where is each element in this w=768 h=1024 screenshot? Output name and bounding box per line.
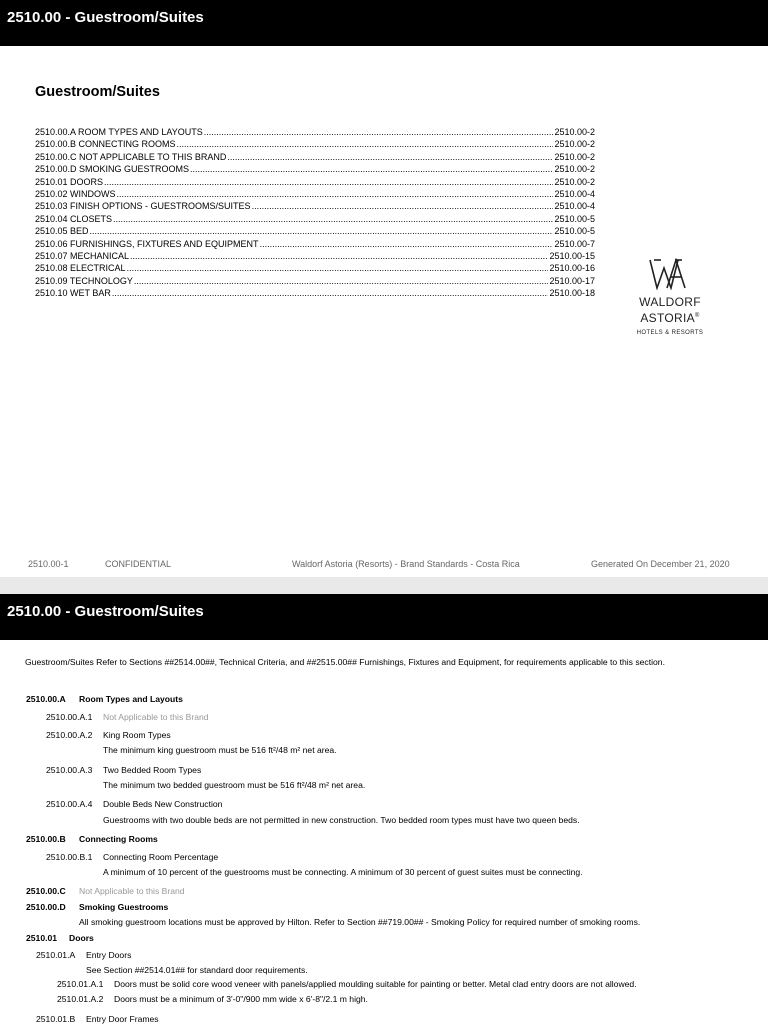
section-number: 2510.00.A: [26, 694, 66, 704]
page-title: Guestroom/Suites: [35, 84, 160, 100]
item-text: All smoking guestroom locations must be approved by Hilton. Refer to Section ##719.00## - Smoking Policy for required number of smoking rooms.: [79, 917, 641, 927]
toc-entry[interactable]: 2510.10 WET BAR ..... 2510.00-18: [35, 287, 595, 299]
item-text: The minimum two bedded guestroom must be 516 ft²/48 m² net area.: [103, 780, 366, 790]
item-text: A minimum of 10 percent of the guestrooms must be connecting. A minimum of 30 percent of guest suites must be connecting.: [103, 867, 583, 877]
footer-page-number: 2510.00-1: [28, 559, 69, 569]
section-heading: Room Types and Layouts: [79, 694, 183, 704]
logo-word-astoria: ASTORIA®: [640, 311, 700, 325]
table-of-contents: [35, 126, 595, 300]
toc-entry[interactable]: 2510.00.C NOT APPLICABLE TO THIS BRAND ..... 2510.00-2: [35, 151, 595, 163]
section-number: 2510.01: [26, 933, 58, 943]
toc-entry[interactable]: 2510.00.D SMOKING GUESTROOMS ..... 2510.00-2: [35, 163, 595, 175]
item-title: Double Beds New Construction: [103, 799, 223, 809]
toc-entry[interactable]: 2510.06 FURNISHINGS, FIXTURES AND EQUIPMENT ..... 2510.00-7: [35, 238, 595, 250]
footer-generated-date: Generated On December 21, 2020: [591, 559, 730, 569]
section-number: 2510.00.B: [26, 834, 66, 844]
section-intro: Guestroom/Suites Refer to Sections ##2514.00##, Technical Criteria, and ##2515.00## Furnishings, Fixtures and Equipment, for requirements applicable to this section.: [25, 657, 665, 667]
item-number: 2510.00.A.2: [46, 730, 93, 740]
item-title: Two Bedded Room Types: [103, 765, 202, 775]
item-title: Entry Doors: [86, 950, 132, 960]
toc-entry[interactable]: 2510.07 MECHANICAL ..... 2510.00-15: [35, 250, 595, 262]
item-number: 2510.00.A.3: [46, 765, 93, 775]
item-text: Doors must be a minimum of 3'-0"/900 mm wide x 6'-8"/2.1 m high.: [114, 994, 368, 1004]
wa-monogram-icon: [649, 258, 691, 290]
logo-word-waldorf: WALDORF: [639, 295, 701, 309]
item-text: See Section ##2514.01## for standard door requirements.: [86, 965, 308, 975]
section-number: 2510.00.D: [26, 902, 66, 912]
item-title: Entry Door Frames: [86, 1014, 159, 1024]
item-number: 2510.01.B: [36, 1014, 76, 1024]
item-text: Guestrooms with two double beds are not permitted in new construction. Two bedded room types must have two queen beds.: [103, 815, 580, 825]
toc-entry[interactable]: 2510.00.A ROOM TYPES AND LAYOUTS ..... 2510.00-2: [35, 126, 595, 138]
page2-header: 2510.00 - Guestroom/Suites: [0, 594, 768, 640]
toc-entry[interactable]: 2510.09 TECHNOLOGY ..... 2510.00-17: [35, 275, 595, 287]
section-heading: Doors: [69, 933, 94, 943]
logo-tagline: HOTELS & RESORTS: [636, 330, 704, 336]
waldorf-astoria-logo: [630, 258, 710, 336]
page1-header: 2510.00 - Guestroom/Suites: [0, 0, 768, 46]
item-title: King Room Types: [103, 730, 171, 740]
item-number: 2510.01.A: [36, 950, 76, 960]
item-number: 2510.00.A.4: [46, 799, 93, 809]
toc-entry[interactable]: 2510.00.B CONNECTING ROOMS ..... 2510.00-2: [35, 138, 595, 150]
footer-confidential: CONFIDENTIAL: [105, 559, 172, 569]
section-number: 2510.00.C: [26, 886, 66, 896]
toc-entry[interactable]: 2510.05 BED ..... 2510.00-5: [35, 225, 595, 237]
toc-entry[interactable]: 2510.02 WINDOWS ..... 2510.00-4: [35, 188, 595, 200]
item-title: Connecting Room Percentage: [103, 852, 219, 862]
toc-entry[interactable]: 2510.03 FINISH OPTIONS - GUESTROOMS/SUITES ..... 2510.00-4: [35, 200, 595, 212]
item-number: 2510.01.A.2: [57, 994, 104, 1004]
item-number: 2510.00.A.1: [46, 712, 93, 722]
section-heading: Not Applicable to this Brand: [79, 886, 185, 896]
footer-source: Waldorf Astoria (Resorts) - Brand Standards - Costa Rica: [292, 559, 520, 569]
toc-entry[interactable]: 2510.01 DOORS ..... 2510.00-2: [35, 176, 595, 188]
item-title: Not Applicable to this Brand: [103, 712, 209, 722]
item-text: The minimum king guestroom must be 516 ft²/48 m² net area.: [103, 745, 337, 755]
section-heading: Connecting Rooms: [79, 834, 158, 844]
item-number: 2510.00.B.1: [46, 852, 93, 862]
section-heading: Smoking Guestrooms: [79, 902, 169, 912]
item-number: 2510.01.A.1: [57, 979, 104, 989]
toc-entry[interactable]: 2510.08 ELECTRICAL ..... 2510.00-16: [35, 262, 595, 274]
toc-entry[interactable]: 2510.04 CLOSETS ..... 2510.00-5: [35, 213, 595, 225]
item-text: Doors must be solid core wood veneer with panels/applied moulding suitable for painting or better. Metal clad entry doors are not allowed.: [114, 979, 637, 989]
page-separator: [0, 577, 768, 594]
